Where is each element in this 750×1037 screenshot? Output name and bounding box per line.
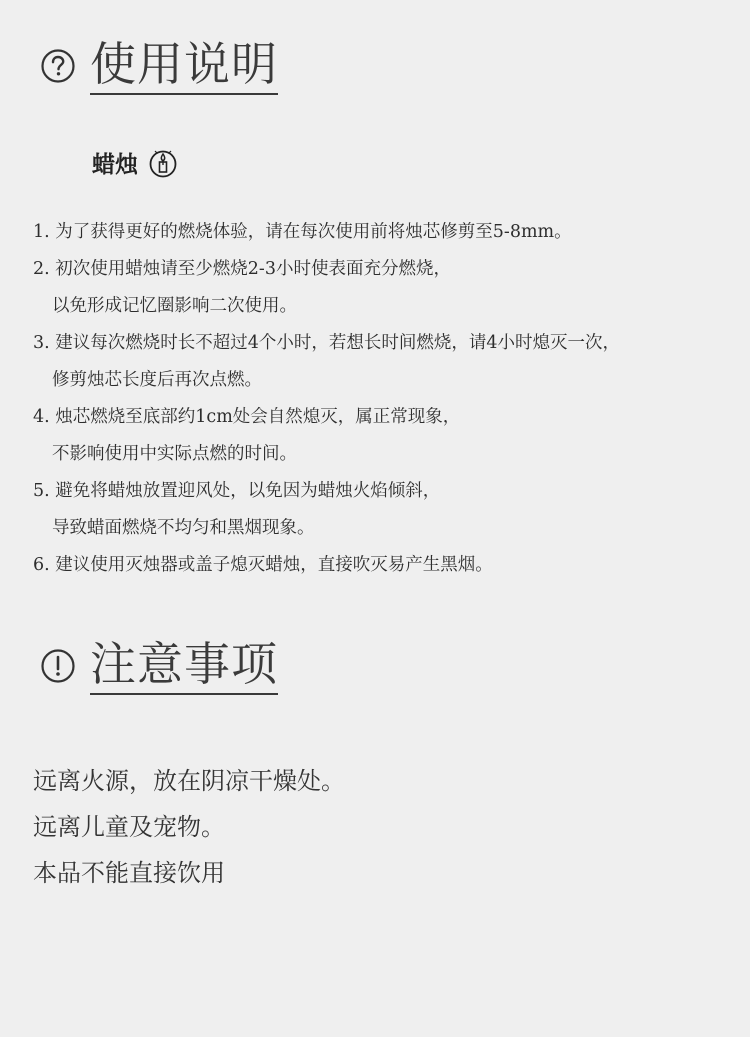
instruction-list	[33, 214, 733, 584]
instruction-item-4: 4. 烛芯燃烧至底部约1cm处会自然熄灭，属正常现象，	[33, 407, 461, 427]
instruction-item-3: 3. 建议每次燃烧时长不超过4个小时，若想长时间燃烧，请4小时熄灭一次，	[33, 333, 621, 353]
instruction-item-1: 1. 为了获得更好的燃烧体验，请在每次使用前将烛芯修剪至5-8mm。	[33, 222, 572, 242]
instruction-item-5: 5. 避免将蜡烛放置迎风处，以免因为蜡烛火焰倾斜，	[33, 481, 441, 501]
notes-title: 注意事项	[90, 638, 278, 695]
instruction-item-2: 2. 初次使用蜡烛请至少燃烧2-3小时使表面充分燃烧，	[33, 259, 451, 279]
instruction-item-6: 6. 建议使用灭烛器或盖子熄灭蜡烛，直接吹灭易产生黑烟。	[33, 555, 493, 575]
usage-title: 使用说明	[90, 38, 278, 95]
notes-heading	[40, 638, 278, 695]
instruction-item-2-continued: 以免形成记忆圈影响二次使用。	[52, 296, 297, 316]
note-item: 本品不能直接饮用	[33, 859, 225, 887]
question-circle-icon	[40, 48, 76, 84]
instruction-item-4-continued: 不影响使用中实际点燃的时间。	[52, 444, 297, 464]
candle-icon	[148, 148, 178, 178]
usage-heading	[40, 38, 278, 95]
candle-subheading	[92, 146, 178, 179]
instruction-item-5-continued: 导致蜡面燃烧不均匀和黑烟现象。	[52, 518, 315, 538]
notes-list	[33, 758, 345, 896]
instruction-item-3-continued: 修剪烛芯长度后再次点燃。	[52, 370, 262, 390]
subheading-label: 蜡烛	[92, 151, 138, 178]
note-item: 远离火源，放在阴凉干燥处。	[33, 767, 345, 795]
exclamation-circle-icon	[40, 648, 76, 684]
note-item: 远离儿童及宠物。	[33, 813, 225, 841]
